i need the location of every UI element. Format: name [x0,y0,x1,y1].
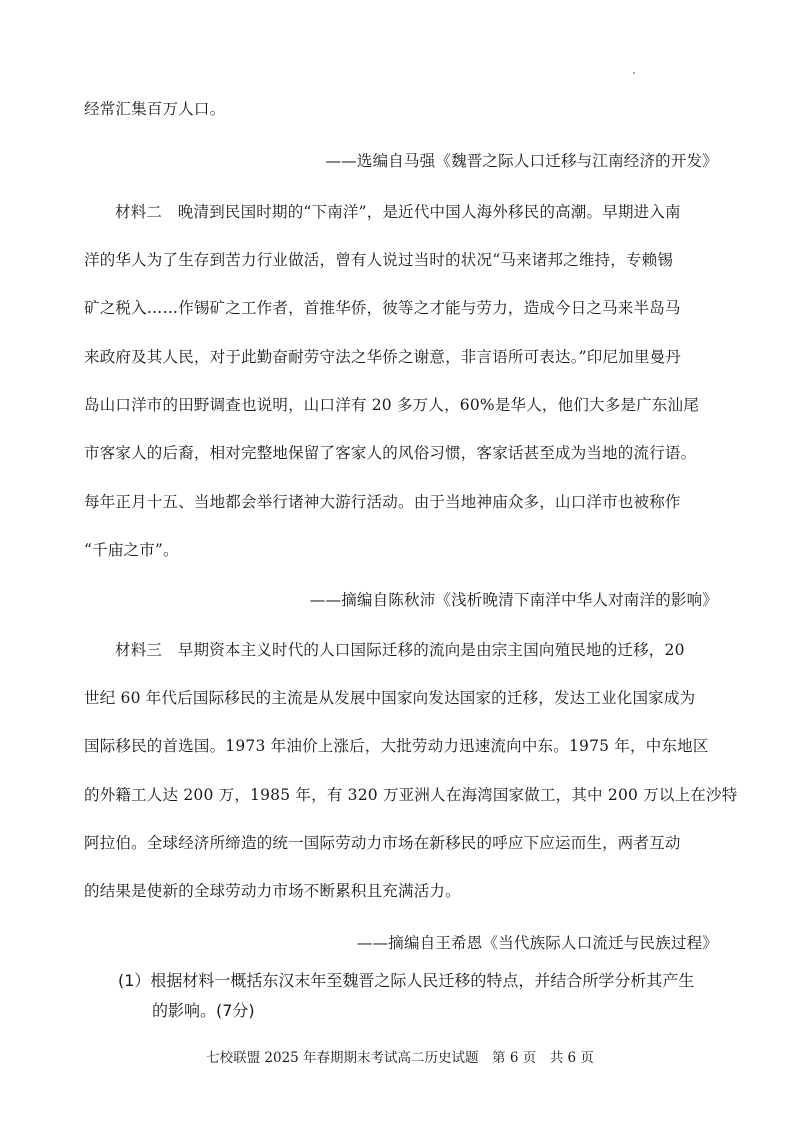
page-footer: 七校联盟 2025 年春期期末考试高二历史试题 第 6 页 共 6 页 [206,1050,594,1066]
text-line: 世纪 60 年代后国际移民的主流是从发展中国家向发达国家的迁移，发达工业化国家成为 [84,689,696,707]
text-line: 洋的华人为了生存到苦力行业做活，曾有人说过当时的状况“马来诸邦之维持，专赖锡 [84,251,674,269]
source-citation: ——摘编自陈秋沛《浅析晚清下南洋中华人对南洋的影响》 [309,591,718,609]
material-2-heading-line: 材料二 晚清到民国时期的“下南洋”，是近代中国人海外移民的高潮。早期进入南 [115,203,681,221]
text-line: 岛山口洋市的田野调查也说明，山口洋有 20 多万人，60%是华人，他们大多是广东汕尾 [84,396,699,414]
question-1-line-2: 的影响。(7分) [152,1001,255,1020]
material-3-heading-line: 材料三 早期资本主义时代的人口国际迁移的流向是由宗主国向殖民地的迁移，20 [115,641,685,659]
text-line: 经常汇集百万人口。 [84,100,226,118]
scan-speck [633,72,635,74]
text-line: 国际移民的首选国。1973 年油价上涨后，大批劳动力迅速流向中东。1975 年，中东地区 [84,737,709,755]
text-line: 的结果是使新的全球劳动力市场不断累积且充满活力。 [84,882,461,900]
source-citation: ——选编自马强《魏晋之际人口迁移与江南经济的开发》 [325,152,718,170]
text-line: 阿拉伯。全球经济所缔造的统一国际劳动力市场在新移民的呼应下应运而生，两者互动 [84,834,681,852]
question-1-line-1: (1）根据材料一概括东汉末年至魏晋之际人民迁移的特点，并结合所学分析其产生 [118,971,695,990]
source-citation: ——摘编自王希恩《当代族际人口流迁与民族过程》 [356,934,718,952]
text-line: 的外籍工人达 200 万，1985 年，有 320 万亚洲人在海湾国家做工，其中 200 万以上在沙特 [84,786,738,804]
text-line: 矿之税入……作锡矿之工作者，首推华侨，彼等之才能与劳力，造成今日之马来半岛马 [84,299,681,317]
text-line: “千庙之市”。 [84,541,179,559]
text-line: 市客家人的后裔，相对完整地保留了客家人的风俗习惯，客家话甚至成为当地的流行语。 [84,444,697,462]
text-line: 来政府及其人民，对于此勤奋耐劳守法之华侨之谢意，非言语所可表达。”印尼加里曼丹 [84,348,681,366]
text-line: 每年正月十五、当地都会举行诸神大游行活动。由于当地神庙众多，山口洋市也被称作 [84,493,681,511]
